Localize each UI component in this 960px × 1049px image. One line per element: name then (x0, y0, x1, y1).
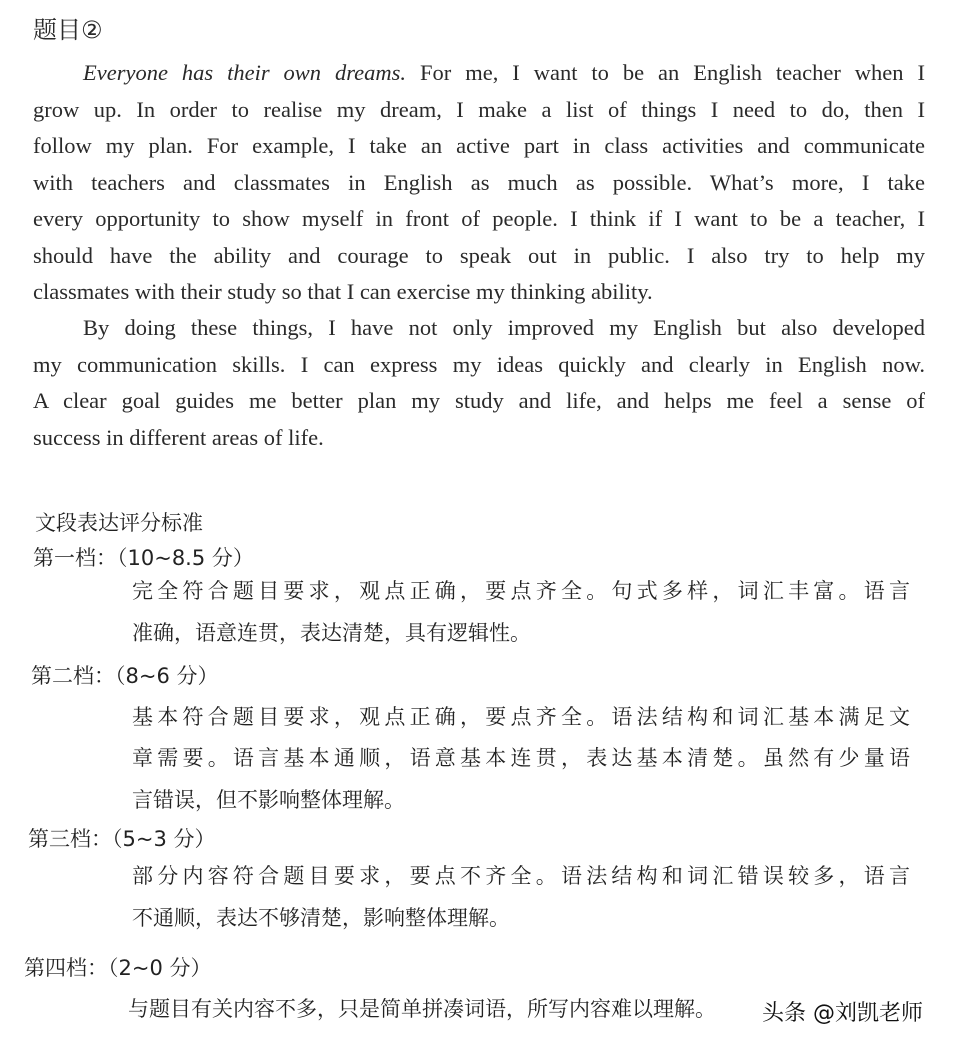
level-4-label: 第四档：（2~0 分） (24, 956, 212, 980)
essay-line: classmates with their study so that I can exercise my thinking ability. (33, 279, 653, 304)
level-3-label: 第三档：（5~3 分） (28, 827, 216, 851)
level-1-text: 准确，语意连贯，表达清楚，具有逻辑性。 (132, 621, 531, 645)
essay-line: By doing these things, I have not only improved my English but also developed (83, 315, 925, 340)
essay-paragraph-2 (33, 310, 925, 456)
essay-italic-opening: Everyone has their own dreams. (83, 60, 407, 85)
level-4-text: 与题目有关内容不多，只是简单拼凑词语，所写内容难以理解。 (128, 997, 716, 1021)
essay-line: with teachers and classmates in English as much as possible. What’s more, I take (33, 169, 925, 195)
essay-line: success in different areas of life. (33, 424, 324, 450)
essay-paragraph-1 (33, 55, 925, 311)
essay-line: should have the ability and courage to speak out in public. I also try to help my (33, 242, 925, 268)
level-2-label: 第二档：（8~6 分） (31, 664, 219, 688)
level-2-text: 基本符合题目要求，观点正确，要点齐全。语法结构和词汇基本满足文 (132, 705, 910, 729)
watermark: 头条 @刘凯老师 (762, 1001, 923, 1026)
essay-line: A clear goal guides me better plan my study and life, and helps me feel a sense of (33, 388, 925, 413)
essay-line: Everyone has their own dreams. For me, I want to be an English teacher when I (83, 60, 925, 85)
level-2-text: 章需要。语言基本通顺，语意基本连贯，表达基本清楚。虽然有少量语 (132, 746, 910, 770)
question-title: 题目② (33, 16, 103, 44)
essay-line: every opportunity to show myself in front of people. I think if I want to be a teacher, I (33, 206, 925, 231)
level-1-label: 第一档：（10~8.5 分） (33, 546, 254, 570)
essay-line: grow up. In order to realise my dream, I make a list of things I need to do, then I (33, 96, 925, 122)
level-3-text: 不通顺，表达不够清楚，影响整体理解。 (132, 906, 510, 930)
level-2-text: 言错误，但不影响整体理解。 (132, 788, 405, 812)
level-3-text: 部分内容符合题目要求，要点不齐全。语法结构和词汇错误较多，语言 (132, 864, 910, 888)
rubric-heading: 文段表达评分标准 (35, 511, 203, 535)
essay-line: follow my plan. For example, I take an active part in class activities and communicate (33, 133, 925, 158)
essay-line: my communication skills. I can express my ideas quickly and clearly in English now. (33, 351, 925, 377)
level-1-text: 完全符合题目要求，观点正确，要点齐全。句式多样，词汇丰富。语言 (132, 579, 910, 603)
